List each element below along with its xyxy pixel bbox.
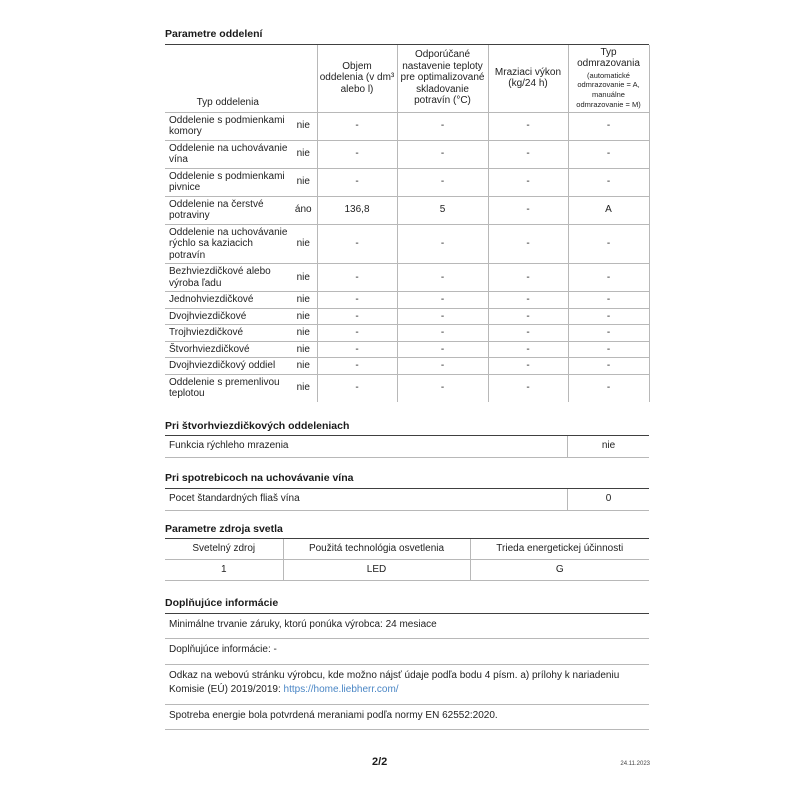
light-source-value-row bbox=[165, 560, 649, 581]
compartment-temperature-cell: 5 bbox=[397, 196, 488, 224]
compartment-freezing-cell: - bbox=[488, 325, 568, 342]
compartment-freezing-cell: - bbox=[488, 374, 568, 402]
light-source-count: 1 bbox=[165, 560, 283, 581]
compartments-header-row bbox=[165, 45, 649, 113]
compartment-defrost-cell: - bbox=[568, 168, 649, 196]
compartment-present-cell: nie bbox=[290, 140, 317, 168]
wine-bottles-label: Pocet štandardných fliaš vína bbox=[169, 492, 300, 504]
compartment-temperature-cell: - bbox=[397, 308, 488, 325]
col-header-type: Typ oddelenia bbox=[165, 45, 317, 113]
compartment-row bbox=[165, 112, 649, 140]
light-col-header-source: Svetelný zdroj bbox=[165, 539, 283, 560]
compartment-present-cell: nie bbox=[296, 120, 310, 132]
compartment-label-cell: Jednohviezdičkové bbox=[165, 292, 290, 309]
compartment-present-cell: nie bbox=[290, 224, 317, 264]
compartment-temperature-cell: - bbox=[397, 140, 488, 168]
compartment-label-cell: Dvojhviezdičkový oddiel bbox=[165, 358, 290, 375]
compartment-temperature-cell: - bbox=[397, 112, 488, 140]
compartment-defrost-cell: - bbox=[568, 358, 649, 375]
compartment-volume-cell: 136,8 bbox=[317, 196, 397, 224]
compartment-present-cell: nie bbox=[290, 374, 317, 402]
website-row-text: Odkaz na webovú stránku výrobcu, kde možno nájsť údaje podľa bodu 4 písm. a) prílohy k nariadeniu Komisie (EÚ) 2019/2019: bbox=[169, 669, 620, 696]
compartment-defrost-cell: - bbox=[568, 224, 649, 264]
compartment-defrost-cell: - bbox=[568, 341, 649, 358]
warranty-row: Minimálne trvanie záruky, ktorú ponúka výrobca: 24 mesiace bbox=[165, 614, 649, 640]
compartment-row bbox=[165, 292, 649, 309]
compartment-defrost-cell: - bbox=[568, 264, 649, 292]
compartment-row bbox=[165, 168, 649, 196]
compartment-defrost-cell: - bbox=[568, 325, 649, 342]
compartment-volume-cell: - bbox=[317, 112, 397, 140]
compartment-freezing-cell: - bbox=[488, 358, 568, 375]
compartment-row bbox=[165, 358, 649, 375]
compartment-defrost-cell: - bbox=[568, 112, 649, 140]
compartment-row bbox=[165, 325, 649, 342]
fast-freeze-value: nie bbox=[567, 436, 649, 457]
section-title-four-star: Pri štvorhviezdičkových oddeleniach bbox=[165, 420, 649, 437]
compartment-label-cell: Bezhviezdičkové alebo výroba ľadu bbox=[165, 264, 290, 292]
compartment-label-cell: Oddelenie s premenlivou teplotou bbox=[165, 374, 290, 402]
compartment-row bbox=[165, 224, 649, 264]
compartment-label-cell: Trojhviezdičkové bbox=[165, 325, 290, 342]
light-source-table bbox=[165, 539, 649, 581]
compartment-row bbox=[165, 341, 649, 358]
compartment-row bbox=[165, 140, 649, 168]
col-header-temperature: Odporúčané nastavenie teploty pre optimalizované skladovanie potravín (°C) bbox=[397, 45, 488, 113]
compartment-temperature-cell: - bbox=[397, 264, 488, 292]
compartment-label-cell: Oddelenie na čerstvé potraviny bbox=[165, 196, 290, 224]
light-technology-value: LED bbox=[283, 560, 470, 581]
four-star-row bbox=[165, 436, 649, 458]
compartments-table bbox=[165, 45, 650, 402]
compartment-present-cell: nie bbox=[290, 358, 317, 375]
compartment-temperature-cell: - bbox=[397, 168, 488, 196]
compartment-freezing-cell: - bbox=[488, 224, 568, 264]
col-header-defrost-note: (automatické odmrazovanie = A, manuálne odmrazovanie = M) bbox=[576, 70, 641, 109]
compartment-row bbox=[165, 374, 649, 402]
compartment-temperature-cell: - bbox=[397, 292, 488, 309]
compartment-volume-cell: - bbox=[317, 341, 397, 358]
wine-bottles-value: 0 bbox=[567, 489, 649, 510]
compartment-present-cell: nie bbox=[290, 325, 317, 342]
section-title-light-source: Parametre zdroja svetla bbox=[165, 523, 649, 540]
compartment-volume-cell: - bbox=[317, 264, 397, 292]
light-col-header-energy-class: Trieda energetickej účinnosti bbox=[470, 539, 649, 560]
compartment-freezing-cell: - bbox=[488, 341, 568, 358]
compartment-volume-cell: - bbox=[317, 308, 397, 325]
website-row bbox=[165, 665, 649, 705]
compartment-volume-cell: - bbox=[317, 374, 397, 402]
compartment-temperature-cell: - bbox=[397, 341, 488, 358]
light-col-header-technology: Použitá technológia osvetlenia bbox=[283, 539, 470, 560]
light-source-header-row bbox=[165, 539, 649, 560]
compartment-freezing-cell: - bbox=[488, 196, 568, 224]
section-title-compartments: Parametre oddelení bbox=[165, 28, 649, 45]
compartment-freezing-cell: - bbox=[488, 264, 568, 292]
compartment-freezing-cell: - bbox=[488, 168, 568, 196]
col-header-defrost-main: Typ odmrazovania bbox=[577, 46, 640, 70]
compartment-present-cell: nie bbox=[290, 341, 317, 358]
compartment-label-cell: Dvojhviezdičkové bbox=[165, 308, 290, 325]
compartment-label-cell: Oddelenie s podmienkami pivnice bbox=[165, 168, 290, 196]
col-header-defrost bbox=[568, 45, 649, 113]
compartment-label-cell: Oddelenie na uchovávanie rýchlo sa kaziacich potravín bbox=[165, 224, 290, 264]
compartment-label-cell: Oddelenie s podmienkami komory bbox=[169, 114, 285, 138]
extra-info-row: Doplňujúce informácie: - bbox=[165, 639, 649, 665]
compartment-temperature-cell: - bbox=[397, 358, 488, 375]
compartment-freezing-cell: - bbox=[488, 140, 568, 168]
compartment-label-cell: Oddelenie na uchovávanie vína bbox=[165, 140, 290, 168]
compartment-present-cell: nie bbox=[290, 168, 317, 196]
compartment-volume-cell: - bbox=[317, 168, 397, 196]
compartment-volume-cell: - bbox=[317, 325, 397, 342]
compartment-volume-cell: - bbox=[317, 358, 397, 375]
section-title-wine: Pri spotrebicoch na uchovávanie vína bbox=[165, 472, 649, 489]
light-energy-class-value: G bbox=[470, 560, 649, 581]
compartment-row bbox=[165, 196, 649, 224]
compartment-volume-cell: - bbox=[317, 292, 397, 309]
compartment-temperature-cell: - bbox=[397, 374, 488, 402]
compartment-row bbox=[165, 264, 649, 292]
col-header-volume: Objem oddelenia (v dm³ alebo l) bbox=[317, 45, 397, 113]
compartment-present-cell: nie bbox=[290, 264, 317, 292]
col-header-freezing: Mraziaci výkon (kg/24 h) bbox=[488, 45, 568, 113]
page-number: 2/2 bbox=[372, 756, 388, 768]
compartment-freezing-cell: - bbox=[488, 112, 568, 140]
compartment-row bbox=[165, 308, 649, 325]
wine-bottles-row bbox=[165, 489, 649, 511]
date-stamp: 24.11.2023 bbox=[620, 761, 650, 767]
fast-freeze-label: Funkcia rýchleho mrazenia bbox=[169, 440, 289, 452]
compartment-volume-cell: - bbox=[317, 224, 397, 264]
compartment-defrost-cell: - bbox=[568, 374, 649, 402]
compartment-freezing-cell: - bbox=[488, 292, 568, 309]
compartment-temperature-cell: - bbox=[397, 325, 488, 342]
compartment-present-cell: áno bbox=[290, 196, 317, 224]
compartment-volume-cell: - bbox=[317, 140, 397, 168]
compartment-defrost-cell: A bbox=[568, 196, 649, 224]
compartment-defrost-cell: - bbox=[568, 140, 649, 168]
compartment-present-cell: nie bbox=[290, 292, 317, 309]
compartment-label-cell: Štvorhviezdičkové bbox=[165, 341, 290, 358]
energy-note-row: Spotreba energie bola potvrdená meraniami podľa normy EN 62552:2020. bbox=[165, 705, 649, 731]
compartment-present-cell: nie bbox=[290, 308, 317, 325]
datasheet-page bbox=[165, 28, 649, 730]
compartment-defrost-cell: - bbox=[568, 292, 649, 309]
compartment-defrost-cell: - bbox=[568, 308, 649, 325]
compartment-temperature-cell: - bbox=[397, 224, 488, 264]
section-title-additional-info: Doplňujúce informácie bbox=[165, 597, 649, 614]
compartment-freezing-cell: - bbox=[488, 308, 568, 325]
manufacturer-website-link[interactable]: https://home.liebherr.com/ bbox=[283, 684, 399, 696]
